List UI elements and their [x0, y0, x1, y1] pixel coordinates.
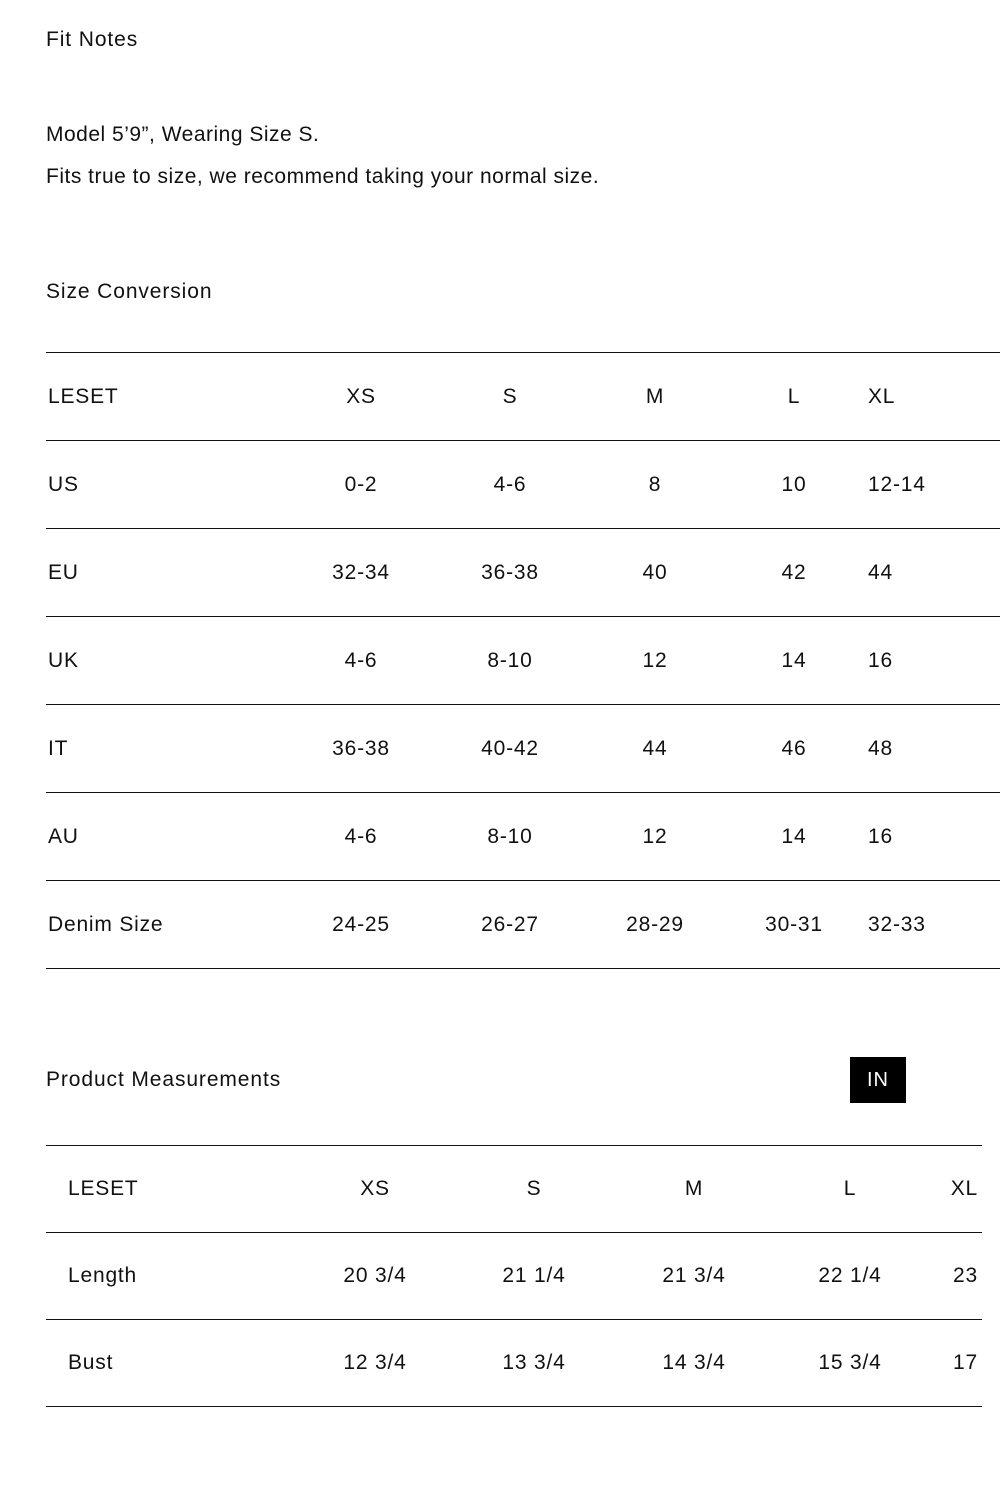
cell-bust-xs: 12 3/4: [296, 1320, 454, 1407]
unit-toggle-in-button[interactable]: IN: [850, 1057, 906, 1103]
size-conversion-title: Size Conversion: [46, 280, 213, 303]
table-header-row: [46, 353, 1000, 441]
table-row: [46, 793, 1000, 881]
row-label-us: US: [46, 441, 286, 529]
cell-us-xs: 0-2: [286, 441, 436, 529]
column-header-s: S: [436, 353, 584, 441]
cell-denim-xs: 24-25: [286, 881, 436, 969]
cell-au-l: 14: [726, 793, 862, 881]
fit-notes-line-model: Model 5’9”, Wearing Size S.: [46, 123, 320, 146]
cell-bust-xl: 17: [926, 1320, 982, 1407]
column-header-brand: LESET: [46, 1146, 296, 1233]
cell-eu-s: 36-38: [436, 529, 584, 617]
cell-uk-xl: 16: [862, 617, 1000, 705]
row-label-denim-size: Denim Size: [46, 881, 286, 969]
cell-bust-m: 14 3/4: [614, 1320, 774, 1407]
cell-it-l: 46: [726, 705, 862, 793]
cell-au-xl: 16: [862, 793, 1000, 881]
cell-eu-l: 42: [726, 529, 862, 617]
unit-toggle[interactable]: [850, 1057, 954, 1103]
cell-uk-s: 8-10: [436, 617, 584, 705]
cell-us-l: 10: [726, 441, 862, 529]
column-header-m: M: [584, 353, 726, 441]
cell-denim-xl: 32-33: [862, 881, 1000, 969]
cell-au-s: 8-10: [436, 793, 584, 881]
row-label-bust: Bust: [46, 1320, 296, 1407]
column-header-s: S: [454, 1146, 614, 1233]
cell-length-l: 22 1/4: [774, 1233, 926, 1320]
fit-notes-title: Fit Notes: [46, 28, 139, 51]
fit-notes-line-sizing: Fits true to size, we recommend taking your normal size.: [46, 165, 600, 188]
cell-bust-l: 15 3/4: [774, 1320, 926, 1407]
row-label-uk: UK: [46, 617, 286, 705]
cell-length-s: 21 1/4: [454, 1233, 614, 1320]
table-row: [46, 1320, 982, 1407]
cell-us-xl: 12-14: [862, 441, 1000, 529]
cell-uk-m: 12: [584, 617, 726, 705]
cell-bust-s: 13 3/4: [454, 1320, 614, 1407]
table-header-row: [46, 1146, 982, 1233]
table-row: [46, 441, 1000, 529]
product-measurements-header: [46, 1057, 954, 1103]
cell-length-m: 21 3/4: [614, 1233, 774, 1320]
cell-eu-xs: 32-34: [286, 529, 436, 617]
table-row: [46, 529, 1000, 617]
column-header-l: L: [774, 1146, 926, 1233]
cell-us-m: 8: [584, 441, 726, 529]
cell-it-s: 40-42: [436, 705, 584, 793]
cell-au-xs: 4-6: [286, 793, 436, 881]
cell-length-xs: 20 3/4: [296, 1233, 454, 1320]
table-row: [46, 1233, 982, 1320]
cell-uk-xs: 4-6: [286, 617, 436, 705]
column-header-brand: LESET: [46, 353, 286, 441]
column-header-xs: XS: [286, 353, 436, 441]
cell-denim-l: 30-31: [726, 881, 862, 969]
column-header-xl: XL: [926, 1146, 982, 1233]
cell-it-xs: 36-38: [286, 705, 436, 793]
cell-eu-m: 40: [584, 529, 726, 617]
table-row: [46, 881, 1000, 969]
cell-length-xl: 23: [926, 1233, 982, 1320]
product-measurements-title: Product Measurements: [46, 1068, 282, 1091]
table-row: [46, 705, 1000, 793]
cell-it-xl: 48: [862, 705, 1000, 793]
cell-denim-s: 26-27: [436, 881, 584, 969]
fit-notes-body: [46, 114, 954, 198]
cell-au-m: 12: [584, 793, 726, 881]
row-label-eu: EU: [46, 529, 286, 617]
table-row: [46, 617, 1000, 705]
cell-us-s: 4-6: [436, 441, 584, 529]
row-label-it: IT: [46, 705, 286, 793]
product-measurements-table: [46, 1145, 982, 1407]
size-conversion-table: [46, 352, 1000, 969]
column-header-m: M: [614, 1146, 774, 1233]
cell-it-m: 44: [584, 705, 726, 793]
row-label-length: Length: [46, 1233, 296, 1320]
cell-denim-m: 28-29: [584, 881, 726, 969]
cell-eu-xl: 44: [862, 529, 1000, 617]
row-label-au: AU: [46, 793, 286, 881]
cell-uk-l: 14: [726, 617, 862, 705]
column-header-xl: XL: [862, 353, 1000, 441]
column-header-xs: XS: [296, 1146, 454, 1233]
column-header-l: L: [726, 353, 862, 441]
